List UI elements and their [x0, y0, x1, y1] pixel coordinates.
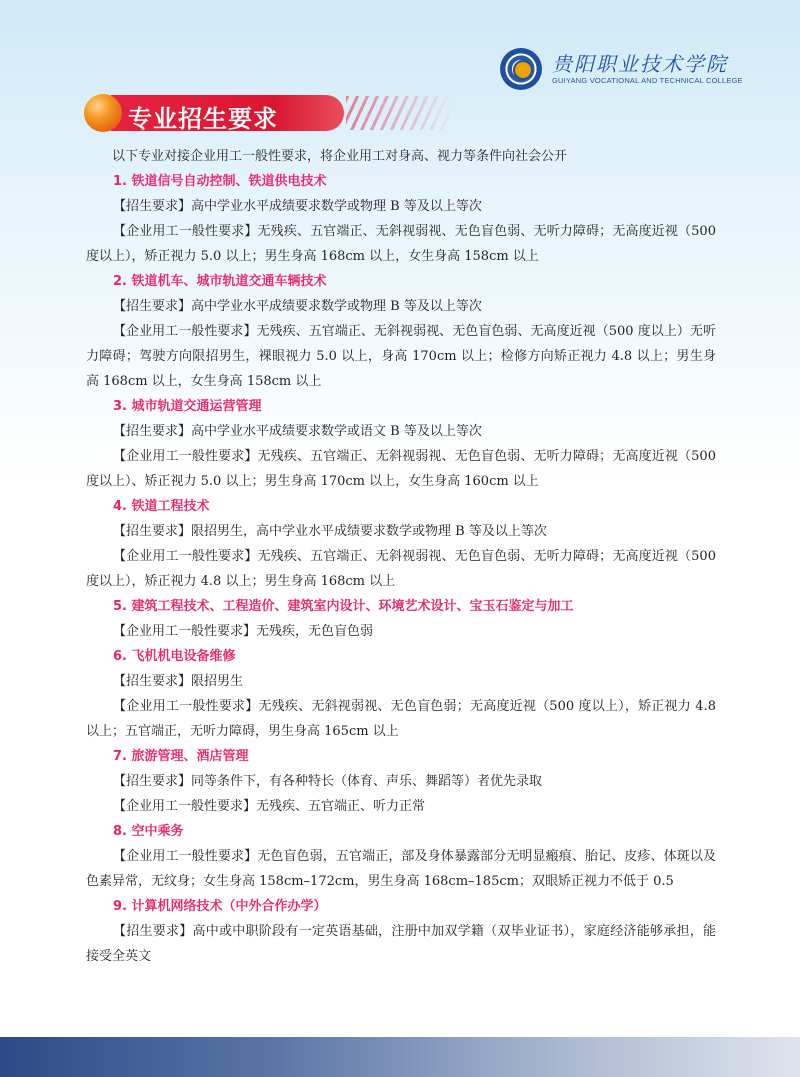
requirement-item: 【企业用工一般性要求】无残疾、五官端正、无斜视弱视、无色盲色弱、无听力障碍；无高度近视（500 度以上），矫正视力 5.0 以上；男生身高 168cm 以上，女生身高 158cm 以上 — [86, 224, 716, 264]
requirement-item: 【招生要求】高中或中职阶段有一定英语基础，注册中加双学籍（双毕业证书），家庭经济能够承担，能接受全英文 — [86, 924, 716, 964]
requirement-item: 【招生要求】高中学业水平成绩要求数学或物理 B 等及以上等次 — [113, 299, 482, 314]
section-heading-9: 9. 计算机网络技术（中外合作办学） — [113, 899, 327, 914]
section-banner — [84, 92, 464, 138]
section-heading-2: 2. 铁道机车、城市轨道交通车辆技术 — [113, 274, 327, 289]
logo-english-name: GUIYANG VOCATIONAL AND TECHNICAL COLLEGE — [552, 76, 743, 85]
section-heading-1: 1. 铁道信号自动控制、铁道供电技术 — [113, 174, 327, 189]
requirement-item: 【招生要求】限招男生 — [113, 674, 244, 689]
requirement-item: 【企业用工一般性要求】无残疾、无斜视弱视、无色盲色弱；无高度近视（500 度以上），矫正视力 4.8 以上；五官端正，无听力障碍，男生身高 165cm 以上 — [86, 699, 716, 739]
footer-strip — [0, 1037, 800, 1077]
requirement-item: 【企业用工一般性要求】无残疾、五官端正、无斜视弱视、无色盲色弱、无听力障碍；无高度近视（500 度以上）、矫正视力 5.0 以上；男生身高 170cm 以上，女生身高 160cm 以上 — [86, 449, 716, 489]
intro-text: 以下专业对接企业用工一般性要求，将企业用工对身高、视力等条件向社会公开 — [112, 149, 568, 164]
requirement-item: 【企业用工一般性要求】无色盲色弱，五官端正，部及身体暴露部分无明显瘢痕、胎记、皮疹、体斑以及色素异常，无纹身；女生身高 158cm–172cm，男生身高 168cm–185cm；双眼矫正视力不低于 0.5 — [86, 849, 716, 889]
section-heading-8: 8. 空中乘务 — [113, 824, 184, 839]
college-seal-icon — [500, 48, 542, 90]
requirement-item: 【招生要求】高中学业水平成绩要求数学或语文 B 等及以上等次 — [113, 424, 482, 439]
requirement-item: 【企业用工一般性要求】无残疾、五官端正、听力正常 — [113, 799, 426, 814]
requirement-item: 【招生要求】高中学业水平成绩要求数学或物理 B 等及以上等次 — [113, 199, 482, 214]
requirement-item: 【招生要求】限招男生，高中学业水平成绩要求数学或物理 B 等及以上等次 — [113, 524, 547, 539]
requirement-item: 【企业用工一般性要求】无残疾、五官端正、无斜视弱视、无色盲色弱、无听力障碍；无高度近视（500 度以上），矫正视力 4.8 以上；男生身高 168cm 以上 — [86, 549, 716, 589]
page-title: 专业招生要求 — [128, 105, 278, 133]
orange-orb-icon — [84, 94, 122, 132]
section-heading-6: 6. 飞机机电设备维修 — [113, 649, 236, 664]
section-heading-5: 5. 建筑工程技术、工程造价、建筑室内设计、环境艺术设计、宝玉石鉴定与加工 — [113, 599, 574, 614]
requirement-item: 【企业用工一般性要求】无残疾、五官端正、无斜视弱视、无色盲色弱、无高度近视（500 度以上）无听力障碍；驾驶方向限招男生，裸眼视力 5.0 以上，身高 170cm 以上；检修方向矫正视力 4.8 以上；男生身高 168cm 以上，女生身高 158cm 以上 — [86, 324, 716, 389]
section-heading-7: 7. 旅游管理、酒店管理 — [113, 749, 249, 764]
section-heading-4: 4. 铁道工程技术 — [113, 499, 210, 514]
requirement-item: 【企业用工一般性要求】无残疾，无色盲色弱 — [113, 624, 374, 639]
requirements-content — [86, 144, 716, 969]
section-heading-3: 3. 城市轨道交通运营管理 — [113, 399, 262, 414]
requirement-item: 【招生要求】同等条件下，有各种特长（体育、声乐、舞蹈等）者优先录取 — [113, 774, 543, 789]
banner-decoration — [346, 96, 454, 130]
logo-chinese-name: 贵阳职业技术学院 — [552, 52, 728, 76]
college-logo — [500, 48, 743, 92]
